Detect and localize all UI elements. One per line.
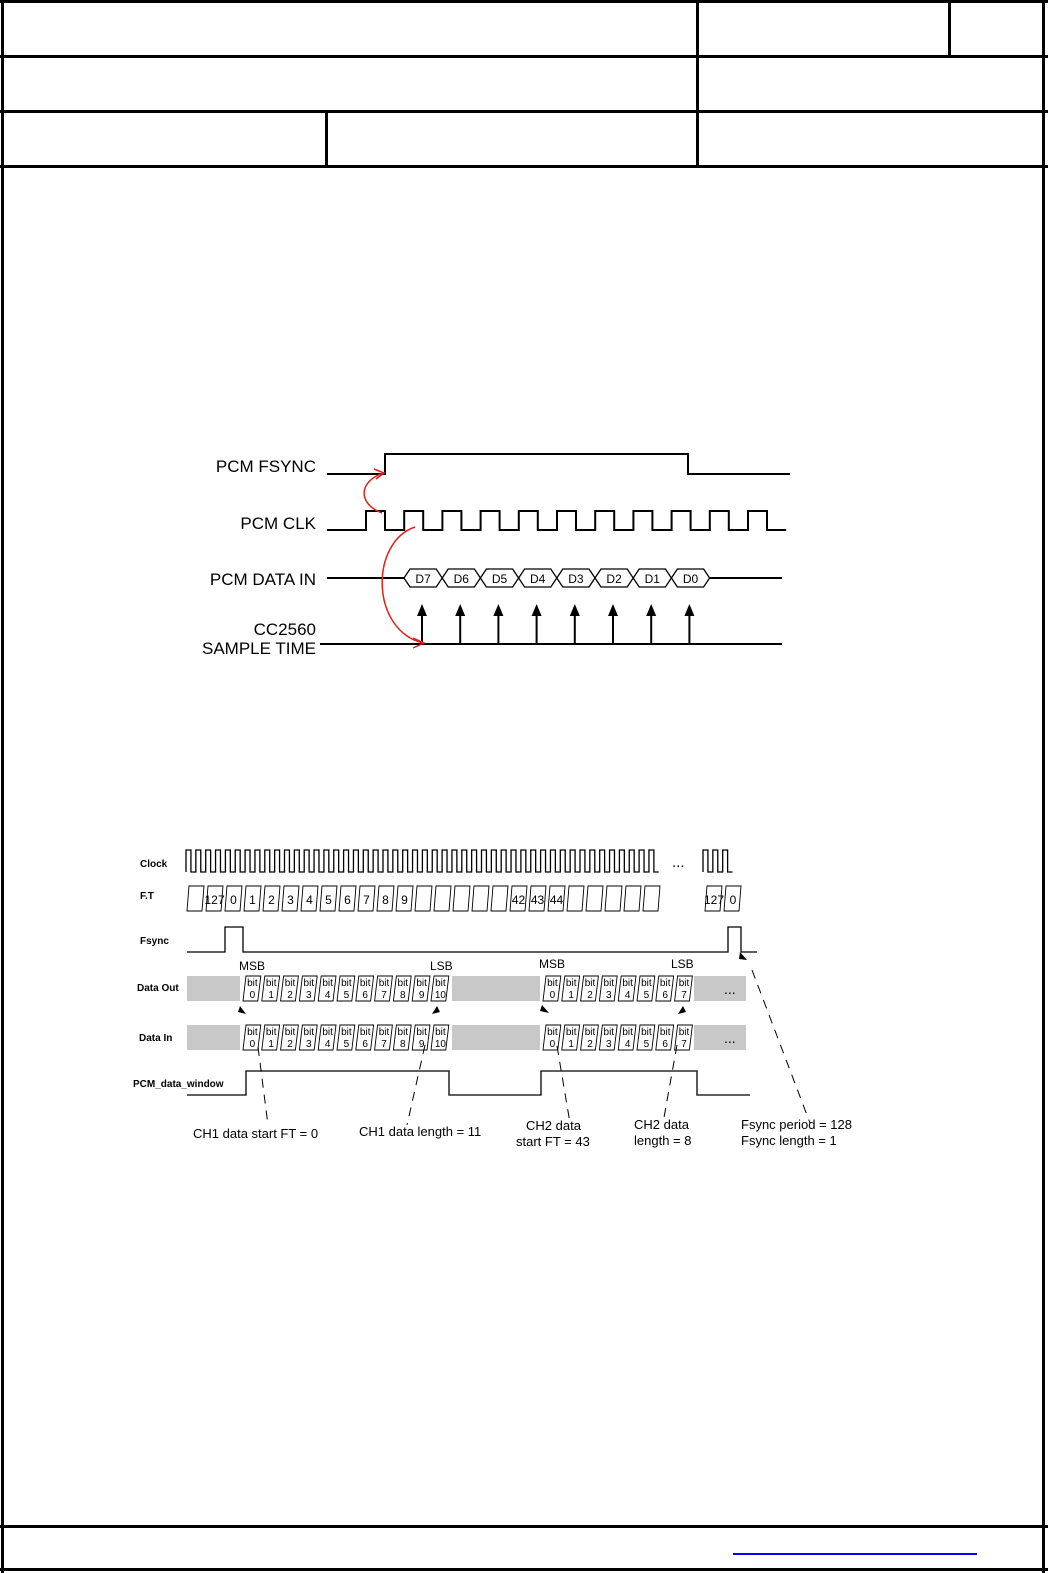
footer-link-underline[interactable] (733, 1553, 977, 1555)
ch1-length-leader (407, 1045, 425, 1125)
ft-number: 8 (382, 893, 389, 907)
data-in-label: PCM DATA IN (209, 570, 316, 589)
ft-number: 3 (287, 893, 294, 907)
bit-word: bit (341, 978, 352, 989)
bit-index: 3 (306, 1039, 312, 1050)
ft-number: 5 (325, 893, 332, 907)
ft-cell (586, 886, 603, 911)
bit-word: bit (547, 1027, 558, 1038)
bit-word: bit (435, 978, 446, 989)
ch1-msb-label: MSB (239, 959, 266, 973)
ft-number: 9 (401, 893, 408, 907)
frame-left-border (1, 0, 4, 1573)
clock-waveform-tail (703, 850, 733, 872)
ft-cell (453, 886, 470, 911)
bit-word: bit (284, 1027, 296, 1038)
bit-index: 8 (400, 990, 406, 1001)
bit-word: bit (603, 978, 615, 989)
bit-index: 1 (568, 1039, 574, 1050)
ch1-lsb-arrow (432, 1006, 440, 1014)
bit-word: bit (565, 978, 577, 989)
bit-word: bit (322, 978, 333, 989)
bit-index: 7 (681, 990, 687, 1001)
bit-word: bit (397, 978, 409, 989)
bit-word: bit (641, 978, 652, 989)
ch1-length-annotation: CH1 data length = 11 (359, 1124, 482, 1139)
sample-arrowhead (455, 604, 465, 616)
bit-index: 1 (268, 1039, 274, 1050)
sample-time-label-2: SAMPLE TIME (202, 639, 316, 658)
bit-index: 1 (268, 990, 274, 1001)
ft-number: 2 (268, 893, 275, 907)
data-bit-label: D2 (606, 572, 622, 586)
ft-cell (624, 886, 641, 911)
sample-arrowhead (608, 604, 618, 616)
bit-index: 7 (681, 1039, 687, 1050)
bit-index: 8 (400, 1039, 406, 1050)
ft-cell (434, 886, 451, 911)
bit-word: bit (659, 978, 671, 989)
fsync-row-label: Fsync (140, 936, 169, 947)
bit-word: bit (397, 1027, 409, 1038)
bit-word: bit (565, 1027, 577, 1038)
bit-index: 0 (549, 990, 556, 1001)
data-bit-label: D3 (568, 572, 584, 586)
bit-word: bit (303, 978, 315, 989)
ft-number: 127 (703, 893, 725, 907)
ch2-start-annotation-2: start FT = 43 (516, 1134, 590, 1149)
ft-cell (187, 886, 204, 911)
bit-index: 5 (343, 990, 350, 1001)
ft-cells (187, 886, 741, 911)
fsync-length-annotation: Fsync length = 1 (741, 1133, 837, 1148)
ft-cell (415, 886, 432, 911)
ft-number: 44 (549, 893, 564, 907)
bit-index: 5 (643, 990, 650, 1001)
pcm-data-window-diagram (0, 835, 1048, 1165)
ch1-lsb-label: LSB (430, 959, 453, 973)
ft-cell (567, 886, 584, 911)
bit-index: 5 (643, 1039, 650, 1050)
bit-index: 2 (287, 1039, 293, 1050)
bit-index: 6 (362, 990, 368, 1001)
data-out-row-label: Data Out (137, 983, 179, 994)
bit-word: bit (584, 978, 596, 989)
ft-row-label: F.T (140, 891, 154, 902)
ft-number: 0 (729, 893, 737, 907)
data-out-row (187, 976, 746, 1001)
data-bit-label: D7 (415, 572, 431, 586)
ch2-start-annotation-1: CH2 data (526, 1118, 581, 1133)
ch2-lsb-label: LSB (671, 957, 694, 971)
frame-bottom-border (0, 1568, 1048, 1571)
bit-word: bit (247, 978, 258, 989)
clk-label: PCM CLK (240, 514, 316, 533)
sample-arrowhead (646, 604, 656, 616)
idle-shade (694, 976, 746, 1001)
bit-word: bit (341, 1027, 352, 1038)
bit-index: 0 (249, 1039, 256, 1050)
bit-index: 6 (662, 1039, 668, 1050)
ft-number: 1 (249, 893, 256, 907)
idle-shade (694, 1025, 746, 1050)
clk-waveform (327, 511, 786, 530)
bit-word: bit (416, 1027, 427, 1038)
fsync-period-arrow (739, 952, 747, 960)
bit-word: bit (322, 1027, 333, 1038)
bit-index: 9 (418, 1039, 425, 1050)
data-in-bus (327, 569, 782, 587)
fsync-waveform (327, 454, 790, 474)
bit-word: bit (678, 978, 690, 989)
bit-index: 7 (381, 990, 387, 1001)
pcm-data-window-waveform (187, 1071, 750, 1095)
ft-number: 127 (204, 893, 225, 907)
ft-number: 42 (511, 893, 526, 907)
ch2-msb-arrow (540, 1005, 549, 1013)
bit-word: bit (659, 1027, 671, 1038)
bit-index: 6 (662, 990, 668, 1001)
ch2-msb-label: MSB (539, 957, 566, 971)
bit-word: bit (547, 978, 558, 989)
bit-index: 2 (587, 1039, 593, 1050)
data-bit-label: D0 (682, 572, 699, 586)
fsync-to-clk-red-arrow (364, 473, 383, 513)
ft-cell (491, 886, 508, 911)
bit-word: bit (416, 978, 427, 989)
sample-arrowhead (493, 604, 503, 616)
bit-word: bit (678, 1027, 690, 1038)
ch1-start-annotation: CH1 data start FT = 0 (193, 1126, 319, 1141)
ch1-start-leader (258, 1047, 268, 1125)
ft-number: 7 (363, 893, 370, 907)
clock-waveform-main (186, 850, 659, 872)
bit-word: bit (622, 978, 633, 989)
fsync-period-annotation: Fsync period = 128 (741, 1117, 852, 1132)
ft-number: 6 (344, 893, 351, 907)
ch2-lsb-arrow (678, 1006, 686, 1014)
bit-index: 0 (549, 1039, 556, 1050)
ft-cell (472, 886, 489, 911)
clock-ellipsis: ... (672, 854, 685, 871)
row-ellipsis: ... (724, 981, 736, 997)
bit-word: bit (622, 1027, 633, 1038)
idle-shade (187, 1025, 240, 1050)
bit-word: bit (265, 1027, 277, 1038)
bit-word: bit (378, 1027, 390, 1038)
bit-index: 4 (324, 990, 331, 1001)
bit-index: 2 (587, 990, 593, 1001)
bit-index: 0 (249, 990, 256, 1001)
footer-divider (0, 1525, 1048, 1528)
bit-word: bit (303, 1027, 315, 1038)
sample-arrowhead (532, 604, 542, 616)
bit-word: bit (265, 978, 277, 989)
bit-index: 6 (362, 1039, 368, 1050)
header-col-divider-row3 (325, 110, 328, 168)
bit-word: bit (584, 1027, 596, 1038)
idle-shade (452, 976, 540, 1001)
bit-index: 3 (606, 990, 612, 1001)
sample-arrows (417, 604, 694, 644)
data-bit-label: D4 (530, 572, 546, 586)
sample-arrowhead (570, 604, 580, 616)
bit-index: 3 (606, 1039, 612, 1050)
header-col-divider-small (948, 0, 951, 57)
bit-word: bit (247, 1027, 258, 1038)
bit-index: 10 (434, 1039, 446, 1050)
fsync-label: PCM FSYNC (215, 457, 316, 476)
clock-row-label: Clock (140, 859, 168, 870)
header-divider-2 (0, 110, 1048, 113)
bit-index: 7 (381, 1039, 387, 1050)
header-col-divider-main (696, 0, 699, 168)
bit-index: 4 (624, 1039, 631, 1050)
ft-cell (605, 886, 622, 911)
header-divider-1 (0, 55, 1048, 58)
pcm-timing-diagram (0, 430, 1048, 670)
data-in-row (187, 1025, 746, 1050)
header-divider-3 (0, 165, 1048, 168)
idle-shade (187, 976, 240, 1001)
frame-top-border (0, 0, 1048, 3)
bit-word: bit (284, 978, 296, 989)
bit-word: bit (603, 1027, 615, 1038)
bit-index: 5 (343, 1039, 350, 1050)
ch1-msb-arrow (238, 1006, 246, 1014)
bit-index: 4 (624, 990, 631, 1001)
idle-shade (452, 1025, 540, 1050)
ch2-start-leader (557, 1046, 570, 1123)
fsync-leader (752, 970, 810, 1123)
data-in-row-label: Data In (139, 1033, 173, 1044)
ch2-length-leader (663, 1045, 677, 1123)
bit-index: 1 (568, 990, 574, 1001)
bit-word: bit (359, 978, 371, 989)
ch2-length-annotation-1: CH2 data (634, 1117, 689, 1132)
bit-word: bit (359, 1027, 371, 1038)
fsync-waveform-2 (187, 927, 757, 952)
data-bit-label: D5 (491, 572, 508, 586)
bit-index: 2 (287, 990, 293, 1001)
sample-time-label-1: CC2560 (253, 620, 316, 639)
bit-index: 4 (324, 1039, 331, 1050)
data-bit-label: D1 (644, 572, 660, 586)
bit-word: bit (641, 1027, 652, 1038)
ft-cell (643, 886, 660, 911)
data-bit-label: D6 (453, 572, 469, 586)
ft-number: 43 (530, 893, 545, 907)
bit-word: bit (435, 1027, 446, 1038)
row-ellipsis: ... (724, 1030, 736, 1046)
ch2-length-annotation-2: length = 8 (634, 1133, 692, 1148)
bit-index: 3 (306, 990, 312, 1001)
bit-index: 10 (434, 990, 446, 1001)
frame-right-border (1042, 0, 1045, 1573)
bit-index: 9 (418, 990, 425, 1001)
bit-word: bit (378, 978, 390, 989)
ft-number: 0 (230, 893, 237, 907)
ft-number: 4 (306, 893, 313, 907)
window-row-label: PCM_data_window (133, 1079, 224, 1090)
sample-arrowhead (684, 604, 694, 616)
sample-arrowhead (417, 604, 427, 616)
